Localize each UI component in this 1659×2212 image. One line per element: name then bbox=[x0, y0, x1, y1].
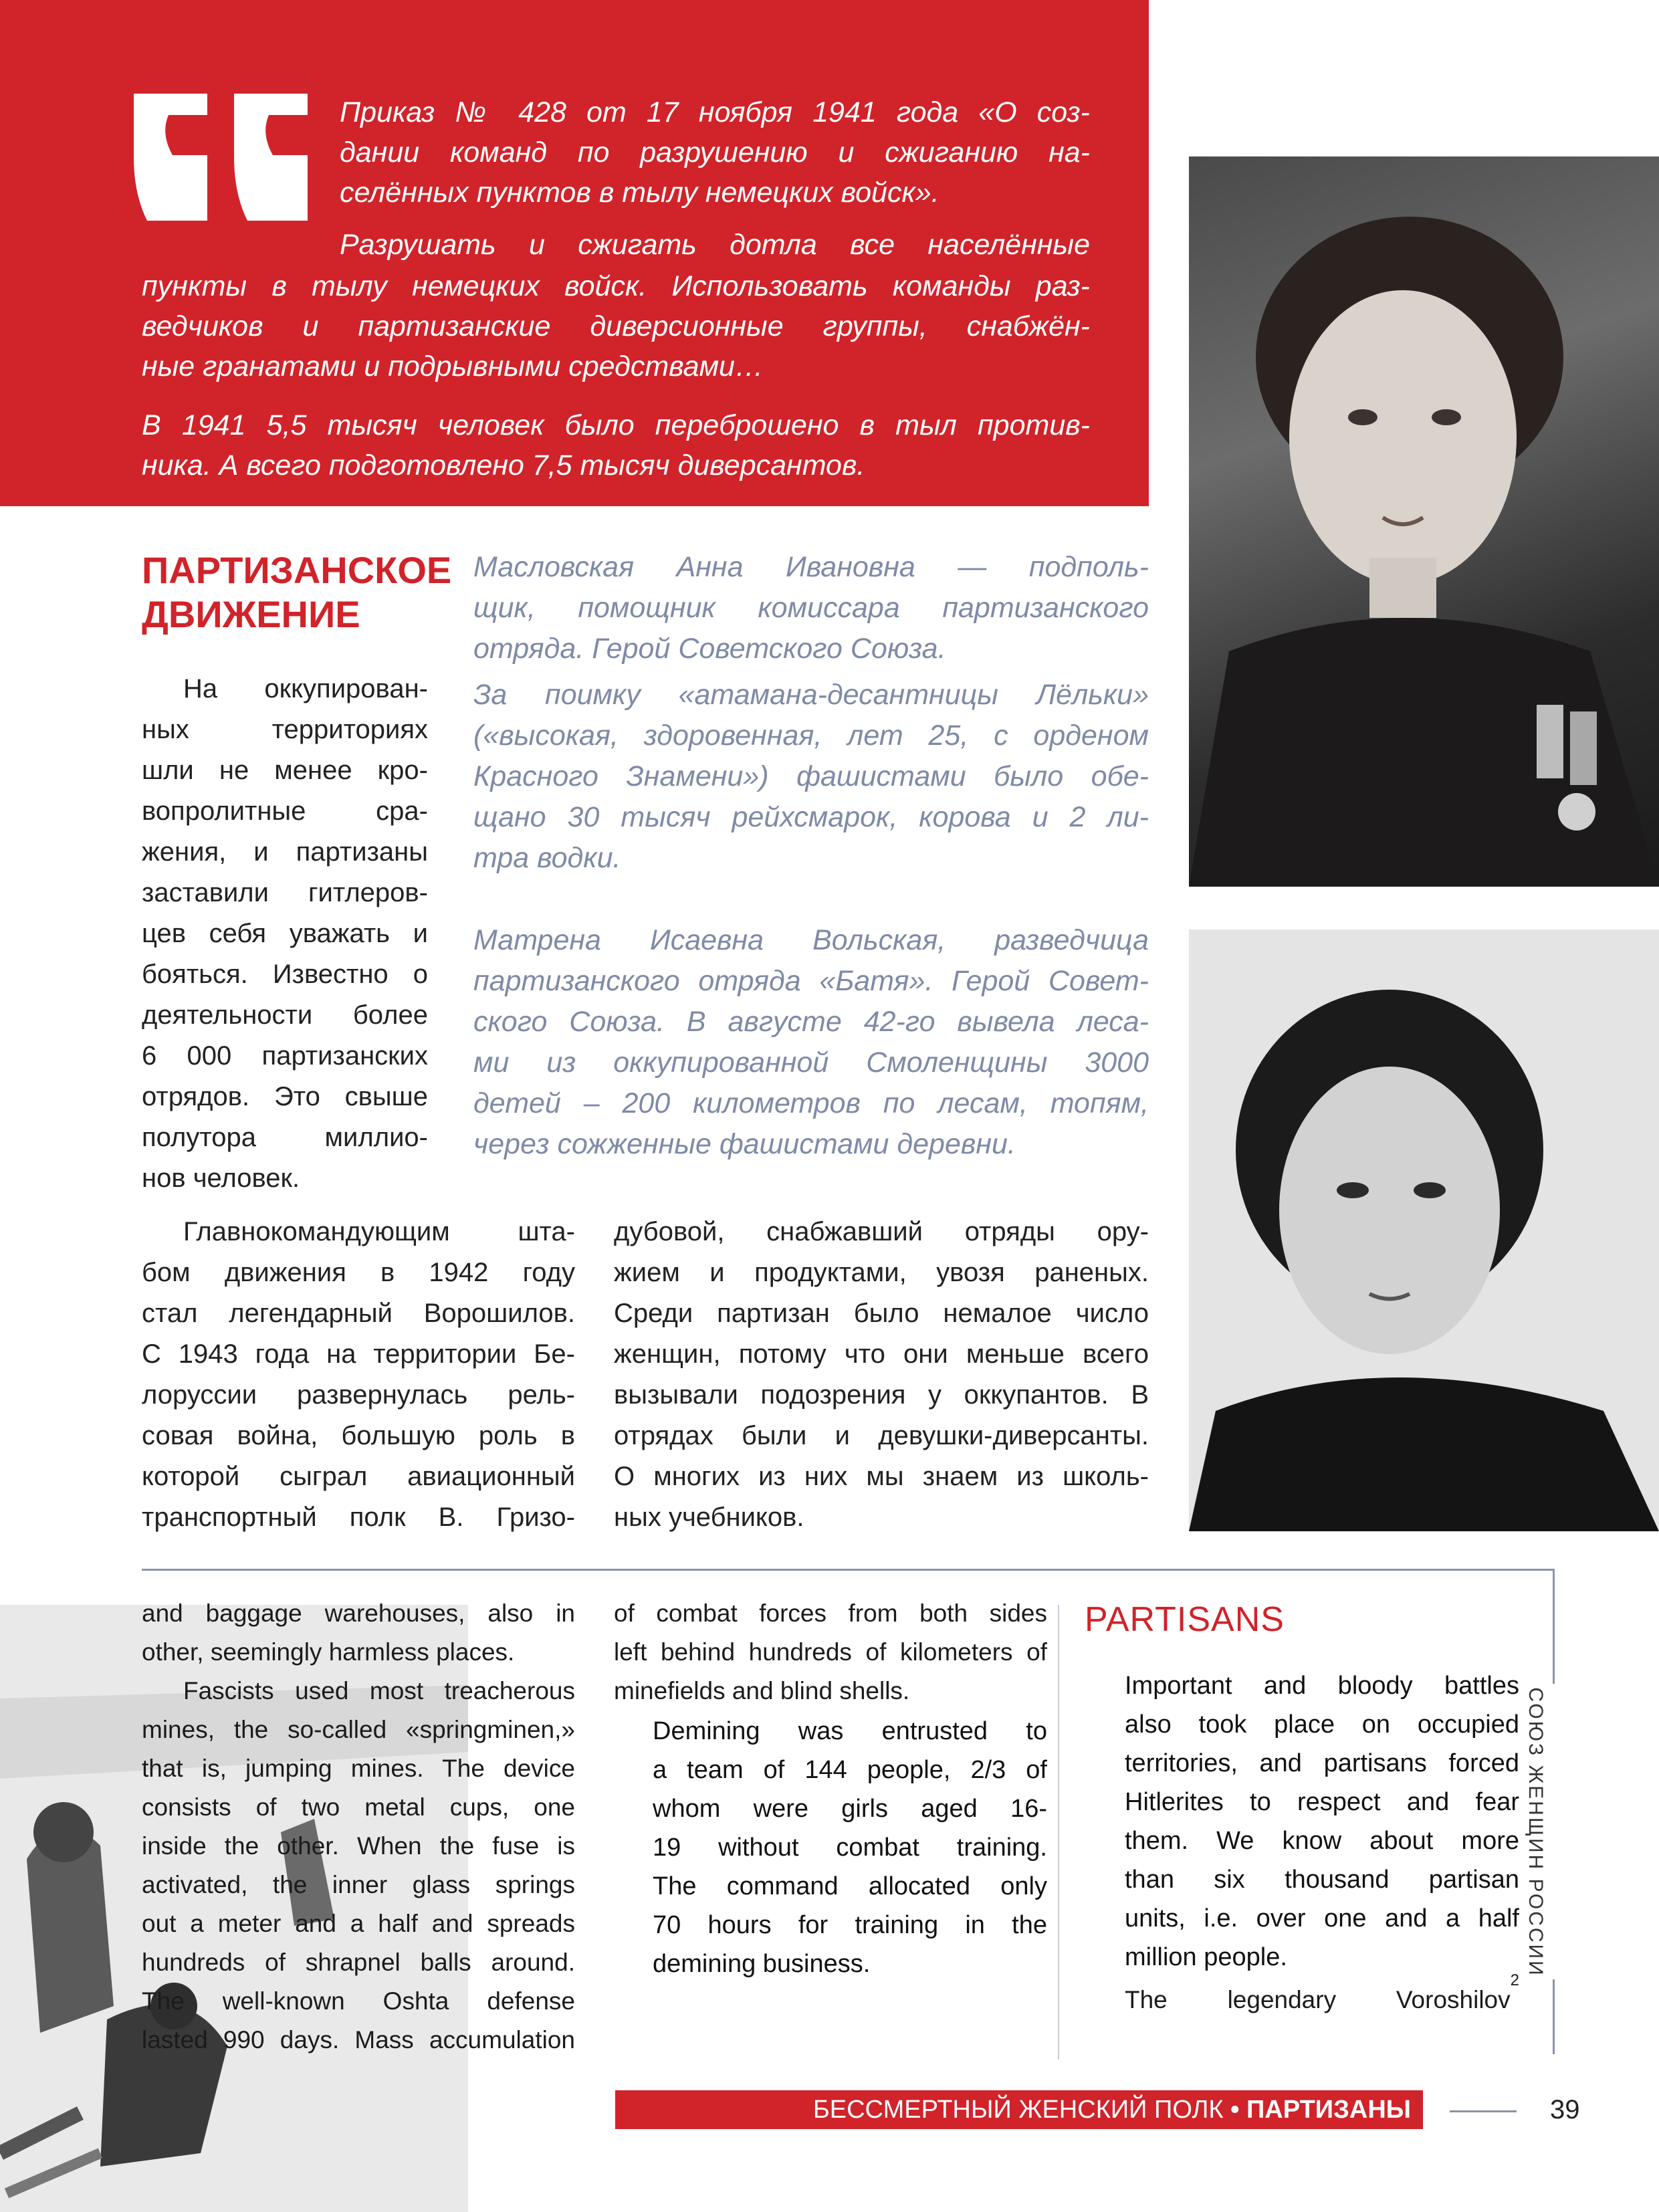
text-line: На оккупирован- bbox=[183, 674, 428, 703]
text-line: полутора миллио- bbox=[142, 1123, 428, 1152]
english-column-3-continuation bbox=[1125, 1971, 1519, 2019]
text-line: lasted 990 days. Mass accumulation bbox=[142, 2026, 575, 2054]
text-line: demining business. bbox=[653, 1950, 871, 1978]
text-line: ных учебников. bbox=[614, 1503, 804, 1532]
caption-line: отряда. Герой Советского Союза. bbox=[473, 633, 946, 665]
text-line: The well-known Oshta defense bbox=[142, 1987, 575, 2015]
english-column-1 bbox=[142, 1594, 575, 2060]
text-line: The command allocated only bbox=[653, 1872, 1047, 1900]
english-column-2-highlight bbox=[653, 1712, 1047, 1983]
vertical-divider bbox=[1553, 1569, 1555, 1684]
photo-volskaya bbox=[1189, 929, 1659, 1531]
text-line: деятельности более bbox=[142, 1000, 428, 1030]
vertical-divider bbox=[1553, 1979, 1555, 2054]
text-line: minefields and blind shells. bbox=[614, 1677, 910, 1704]
english-column-3 bbox=[1125, 1666, 1519, 1977]
text-line: of combat forces from both sides bbox=[614, 1599, 1047, 1627]
section-heading bbox=[142, 548, 451, 637]
quote-line: В 1941 5,5 тысяч человек было переброшено в тыл против- bbox=[142, 409, 1090, 441]
text-line: женщин, потому что они меньше всего bbox=[614, 1339, 1149, 1369]
quote-line: Разрушать и сжигать дотла все населённые bbox=[340, 229, 1090, 261]
text-line: than six thousand partisan bbox=[1125, 1866, 1519, 1894]
caption-line: ского Союза. В августе 42-го вывела леса- bbox=[473, 1006, 1149, 1038]
text-line: Среди партизан было немалое число bbox=[614, 1299, 1149, 1328]
text-line: that is, jumping mines. The device bbox=[142, 1755, 575, 1782]
text-line: them. We know about more bbox=[1125, 1827, 1519, 1855]
partisans-heading: PARTISANS bbox=[1085, 1600, 1285, 1639]
section-heading-line: ДВИЖЕНИЕ bbox=[142, 593, 360, 635]
section-heading-line: ПАРТИЗАНСКОЕ bbox=[142, 549, 452, 591]
caption-volskaya bbox=[473, 920, 1149, 1165]
text-line: стал легендарный Ворошилов. bbox=[142, 1299, 575, 1328]
quote-line: ника. А всего подготовлено 7,5 тысяч диверсантов. bbox=[142, 449, 865, 481]
vertical-divider bbox=[1058, 1605, 1059, 2060]
text-line: бом движения в 1942 году bbox=[142, 1258, 575, 1287]
caption-maslovskaya bbox=[473, 547, 1149, 879]
text-line: out a meter and a half and spreads bbox=[142, 1910, 575, 1937]
text-line: 70 hours for training in the bbox=[653, 1911, 1047, 1939]
text-line: совая война, большую роль в bbox=[142, 1421, 575, 1450]
text-line: million people. bbox=[1125, 1943, 1287, 1971]
caption-line: щано 30 тысяч рейхсмарок, корова и 2 ли- bbox=[473, 801, 1149, 833]
article-column-1b bbox=[142, 1212, 575, 1538]
page-number: 39 bbox=[1550, 2095, 1580, 2124]
footer-section: ПАРТИЗАНЫ bbox=[1246, 2096, 1411, 2124]
quotation-mark-icon bbox=[134, 94, 308, 221]
text-line bbox=[1125, 1971, 1519, 2019]
footer-magazine: БЕССМЕРТНЫЙ ЖЕНСКИЙ ПОЛК bbox=[812, 2096, 1224, 2124]
text-line: Important and bloody battles bbox=[1125, 1672, 1519, 1700]
text-line: вопролитные сра- bbox=[142, 796, 428, 826]
text-line: 6 000 партизанских bbox=[142, 1041, 428, 1071]
text-line: whom were girls aged 16- bbox=[653, 1795, 1047, 1823]
text-line: отрядов. Это свыше bbox=[142, 1082, 428, 1111]
footer-bar bbox=[615, 2090, 1423, 2129]
text-line: a team of 144 people, 2/3 of bbox=[653, 1756, 1047, 1784]
caption-line: детей – 200 километров по лесам, топям, bbox=[473, 1087, 1149, 1119]
text-line: Demining was entrusted to bbox=[653, 1717, 1047, 1745]
text-line: О многих из них мы знаем из школь- bbox=[614, 1462, 1149, 1491]
text-line: and baggage warehouses, also in bbox=[142, 1599, 575, 1627]
caption-line: Красного Знамени») фашистами было обе- bbox=[473, 760, 1149, 792]
text-line: Главнокомандующим шта- bbox=[183, 1217, 575, 1246]
text-line: Hitlerites to respect and fear bbox=[1125, 1788, 1519, 1816]
text-line: territories, and partisans forced bbox=[1125, 1749, 1519, 1777]
horizontal-divider bbox=[142, 1569, 1553, 1571]
caption-line: тра водки. bbox=[473, 842, 621, 874]
caption-line: щик, помощник комиссара партизанского bbox=[473, 592, 1149, 624]
text-line: шли не менее кро- bbox=[142, 756, 428, 785]
english-column-2 bbox=[614, 1594, 1047, 1710]
footer-bullet: • bbox=[1230, 2096, 1240, 2124]
word: legendary bbox=[1227, 1986, 1337, 2013]
text-line: жием и продуктами, увозя раненых. bbox=[614, 1258, 1149, 1287]
word: The bbox=[1125, 1986, 1168, 2013]
text-line: дубовой, снабжавший отряды ору- bbox=[614, 1217, 1149, 1246]
continuation-text bbox=[1125, 1981, 1511, 2019]
caption-line: Матрена Исаевна Вольская, разведчица bbox=[473, 924, 1149, 956]
text-line: вызывали подозрения у оккупантов. В bbox=[614, 1380, 1149, 1410]
text-line: left behind hundreds of kilometers of bbox=[614, 1638, 1047, 1666]
caption-line: («высокая, здоровенная, лет 25, с орденом bbox=[473, 720, 1149, 752]
photo-maslovskaya bbox=[1189, 156, 1659, 887]
text-line: activated, the inner glass springs bbox=[142, 1871, 575, 1898]
text-line: бояться. Известно о bbox=[142, 960, 428, 989]
caption-line: партизанского отряда «Батя». Герой Совет- bbox=[473, 965, 1149, 997]
quote-line: селённых пунктов в тылу немецких войск». bbox=[340, 177, 939, 209]
text-line: inside the other. When the fuse is bbox=[142, 1832, 575, 1860]
article-column-1 bbox=[142, 669, 428, 1199]
text-line: транспортный полк В. Гризо- bbox=[142, 1503, 575, 1532]
text-line: которой сыграл авиационный bbox=[142, 1462, 575, 1491]
text-line: Fascists used most treacherous bbox=[183, 1677, 575, 1704]
caption-line: За поимку «атамана-десантницы Лёльки» bbox=[473, 679, 1149, 711]
word: Voroshilov bbox=[1396, 1986, 1511, 2013]
text-line: mines, the so-called «springminen,» bbox=[142, 1716, 575, 1743]
text-line: С 1943 года на территории Бе- bbox=[142, 1339, 575, 1369]
quote-line: ные гранатами и подрывными средствами… bbox=[142, 350, 764, 382]
text-line: units, i.e. over one and a half bbox=[1125, 1904, 1519, 1932]
text-line: consists of two metal cups, one bbox=[142, 1793, 575, 1821]
text-line: нов человек. bbox=[142, 1164, 300, 1193]
text-line: цев себя уважать и bbox=[142, 919, 428, 948]
quote-line: дании команд по разрушению и сжиганию на- bbox=[340, 136, 1090, 169]
caption-line: через сожженные фашистами деревни. bbox=[473, 1128, 1016, 1160]
text-line: отрядах были и девушки-диверсанты. bbox=[614, 1421, 1149, 1450]
text-line: заставили гитлеров- bbox=[142, 878, 428, 907]
quote-line: Приказ № 428 от 17 ноября 1941 года «О соз- bbox=[340, 96, 1090, 128]
article-column-2 bbox=[614, 1212, 1149, 1538]
quote-line: ведчиков и партизанские диверсионные группы, снабжён- bbox=[142, 310, 1090, 342]
text-line: 19 without combat training. bbox=[653, 1834, 1047, 1862]
sidebar-vertical-text: СОЮЗ ЖЕНЩИН РОССИИ bbox=[1525, 1687, 1547, 1977]
text-line: also took place on occupied bbox=[1125, 1710, 1519, 1739]
text-line: other, seemingly harmless places. bbox=[142, 1638, 515, 1666]
text-line: жения, и партизаны bbox=[142, 837, 428, 867]
footnote-marker: 2 bbox=[1510, 1971, 1519, 1989]
quote-line: пункты в тылу немецких войск. Использовать команды раз- bbox=[142, 270, 1090, 302]
caption-line: ми из оккупированной Смоленщины 3000 bbox=[473, 1046, 1149, 1079]
text-line: ных территориях bbox=[142, 715, 428, 744]
text-line: лоруссии развернулась рель- bbox=[142, 1380, 575, 1410]
text-line: hundreds of shrapnel balls around. bbox=[142, 1949, 575, 1976]
footer-rule bbox=[1450, 2110, 1517, 2112]
caption-line: Масловская Анна Ивановна — подполь- bbox=[473, 551, 1149, 583]
